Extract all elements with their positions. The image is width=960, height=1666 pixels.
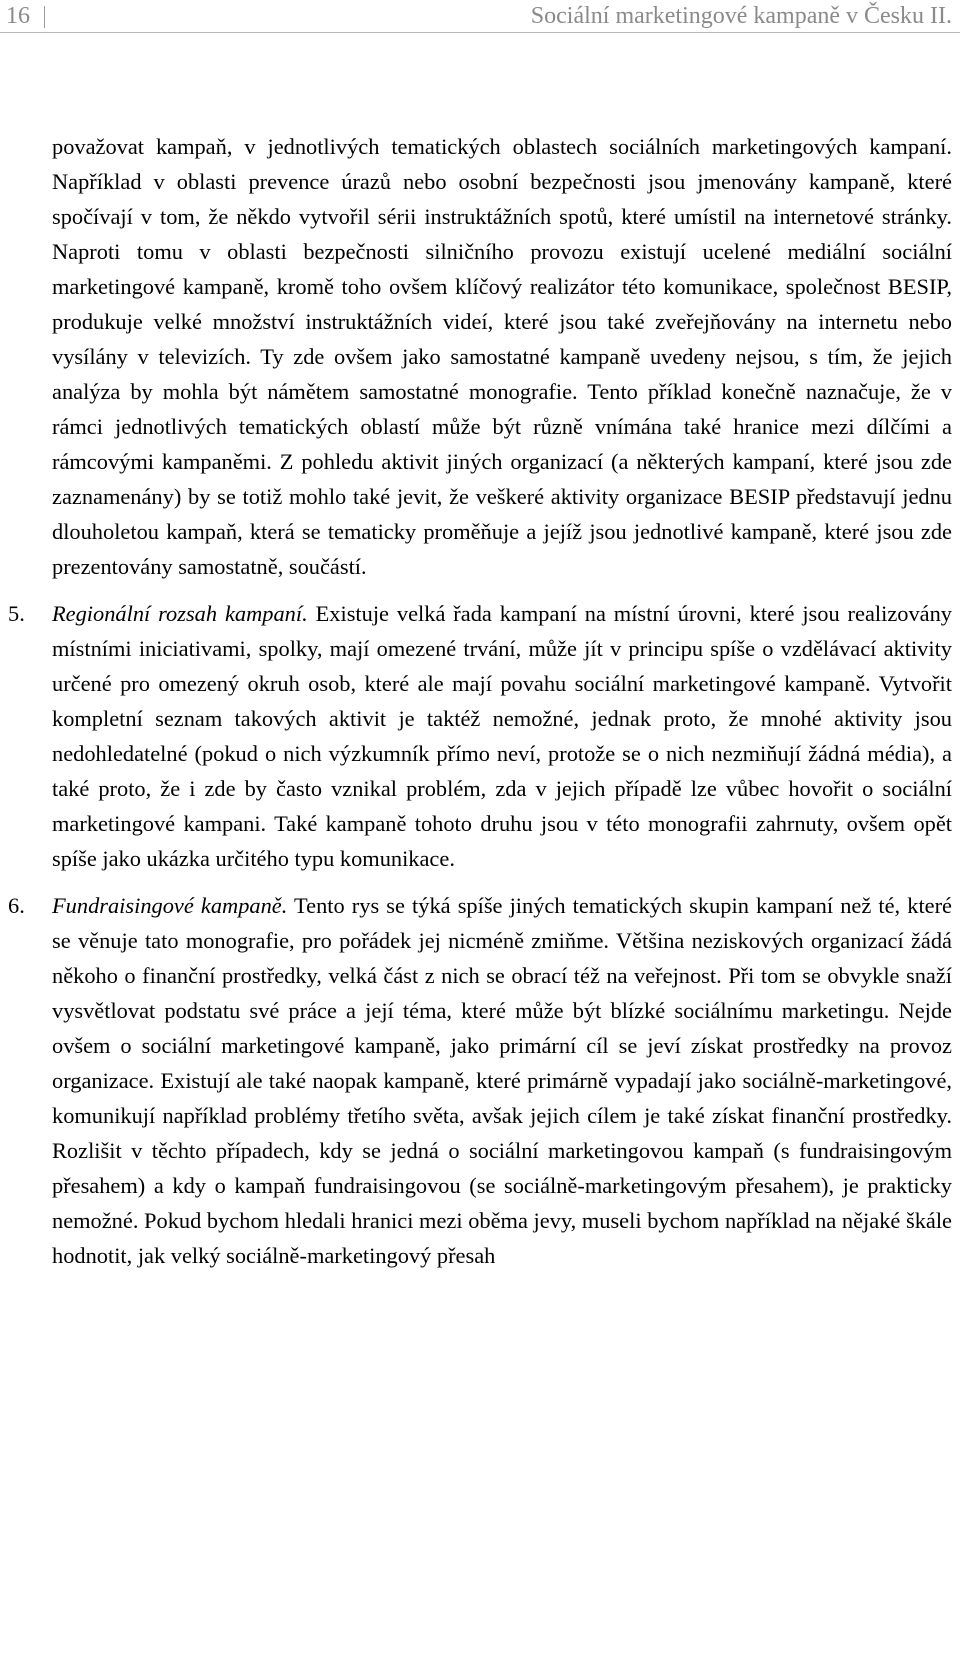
running-title: Sociální marketingové kampaně v Česku II. (530, 3, 952, 29)
list-item-text: Tento rys se týká spíše jiných tematických skupin kampaní než té, které se věnuje tato monografie, pro pořádek jej nicméně zmiňme. Většina neziskových organizací žádá někoho o finanční prostředky, velká část z nich se obrací též na veřejnost. Při tom se obvykle snaží vysvětlovat podstatu své práce a její téma, které může být blízké sociálnímu marketingu. Nejde ovšem o sociální marketingové kampaně, jako primární cíl se jeví získat prostředky na provoz organizace. Existují ale také naopak kampaně, které primárně vypadají jako sociálně-marketingové, komunikují například problémy třetího světa, avšak jejich cílem je také získat finanční prostředky. Rozlišit v těchto případech, kdy se jedná o sociální marketingovou kampaň (s fundraisingovým přesahem) a kdy o kampaň fundraisingovou (se sociálně-marketingovým přesahem), je prakticky nemožné. Pokud bychom hledali hranici mezi oběma jevy, museli bychom například na nějaké škále hodnotit, jak velký sociálně-marketingový přesah (52, 893, 952, 1268)
list-item-lead: Regionální rozsah kampaní. (52, 601, 308, 626)
list-item-number: 5. (8, 601, 25, 626)
header-separator (44, 6, 45, 28)
list-item-text: Existuje velká řada kampaní na místní úrovni, které jsou realizovány místními iniciativami, spolky, mají omezené trvání, může jít v principu spíše o vzdělávací aktivity určené pro omezený okruh osob, které ale mají povahu sociální marketingové kampaně. Vytvořit kompletní seznam takových aktivit je taktéž nemožné, jednak proto, že mnohé aktivity jsou nedohledatelné (pokud o nich výzkumník přímo neví, protože se o nich nezmiňují žádná média), a také proto, že i zde by často vznikal problém, zda v jejich případě lze vůbec hovořit o sociální marketingové kampani. Také kampaně tohoto druhu jsou v této monografii zahrnuty, ovšem opět spíše jako ukázka určitého typu komunikace. (52, 601, 952, 871)
list-item-6 (8, 888, 952, 1273)
page-number: 16 (6, 3, 30, 29)
continuation-paragraph: považovat kampaň, v jednotlivých tematických oblastech sociálních marketingových kampaní. Například v oblasti prevence úrazů nebo osobní bezpečnosti jsou jmenovány kampaně, které spočívají v tom, že někdo vytvořil sérii instruktážních spotů, které umístil na internetové stránky. Naproti tomu v oblasti bezpečnosti silničního provozu existují ucelené mediální sociální marketingové kampaně, kromě toho ovšem klíčový realizátor této komunikace, společnost BESIP, produkuje velké množství instruktážních videí, které jsou také zveřejňovány na internetu nebo vysílány v televizích. Ty zde ovšem jako samostatné kampaně uvedeny nejsou, s tím, že jejich analýza by mohla být námětem samostatné monografie. Tento příklad konečně naznačuje, že v rámci jednotlivých tematických oblastí může být různě vnímána také hranice mezi dílčími a rámcovými kampaněmi. Z pohledu aktivit jiných organizací (a některých kampaní, které jsou zde zaznamenány) by se totiž mohlo také jevit, že veškeré aktivity organizace BESIP představují jednu dlouholetou kampaň, která se tematicky proměňuje a jejíž jsou jednotlivé kampaně, které jsou zde prezentovány samostatně, součástí. (52, 134, 952, 579)
body-text (8, 129, 952, 1273)
list-item-number: 6. (8, 893, 25, 918)
list-item-5 (8, 596, 952, 876)
running-header (0, 0, 960, 33)
list-item-lead: Fundraisingové kampaně. (52, 893, 288, 918)
